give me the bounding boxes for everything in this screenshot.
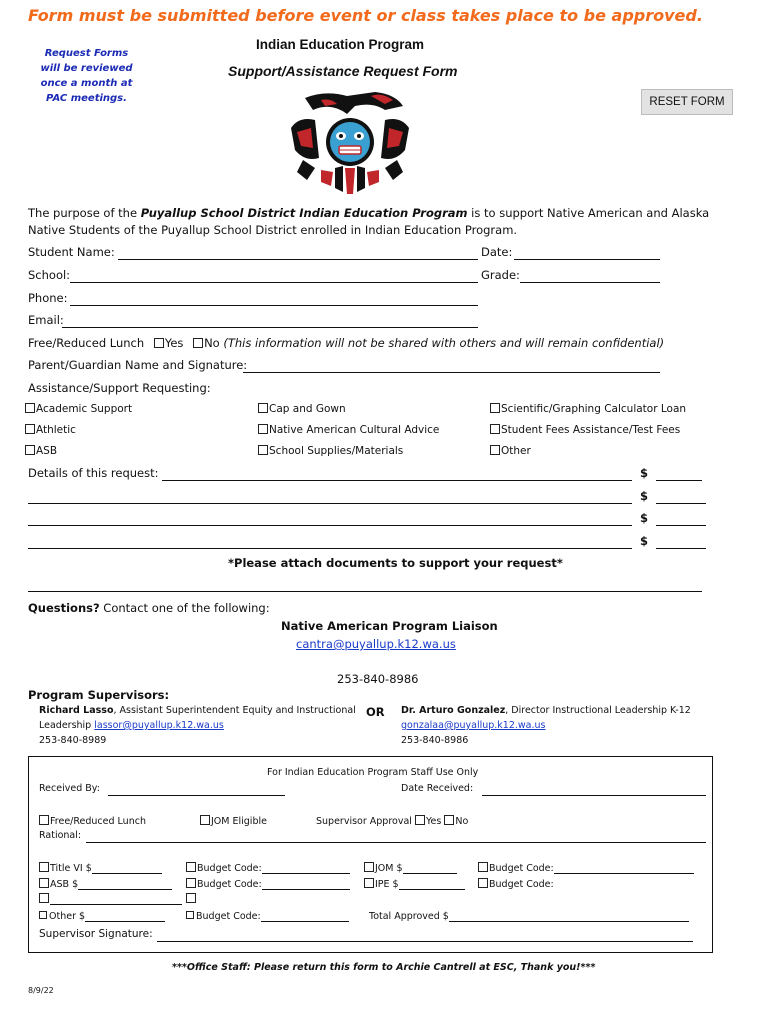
- date-input[interactable]: [514, 259, 660, 260]
- rational-label: Rational:: [39, 830, 82, 841]
- option-checkbox[interactable]: [258, 424, 268, 434]
- email-label: Email:: [28, 313, 64, 327]
- student-name-input[interactable]: [118, 259, 478, 260]
- supervisor-1-line: Richard Lasso, Assistant Superintendent Equity and Instructional: [39, 705, 356, 716]
- details-line-2[interactable]: [28, 503, 632, 504]
- option-asb[interactable]: ASB: [25, 445, 57, 457]
- approval-no-checkbox[interactable]: [444, 815, 454, 825]
- native-formline-eagle-logo-icon: [285, 88, 415, 200]
- staff-frl[interactable]: Free/Reduced Lunch: [39, 815, 146, 827]
- program-name: Indian Education Program: [256, 37, 425, 52]
- grade-label: Grade:: [481, 268, 520, 282]
- details-amount-symbol: $: [640, 489, 649, 503]
- jom-amount[interactable]: JOM $: [364, 862, 457, 874]
- option-cultural-advice[interactable]: Native American Cultural Advice: [258, 424, 439, 436]
- budget-code-checkbox[interactable]: [478, 862, 488, 872]
- revision-date: 8/9/22: [28, 986, 54, 995]
- staff-jom-eligible[interactable]: JOM Eligible: [200, 815, 267, 827]
- submission-deadline-banner: Form must be submitted before event or class takes place to be approved.: [28, 6, 703, 25]
- received-by-input[interactable]: [108, 795, 285, 796]
- phone-input[interactable]: [70, 305, 478, 306]
- frl-yes-label: Yes: [164, 336, 184, 350]
- budget-code-5[interactable]: Budget Code:: [478, 878, 554, 890]
- blank-input[interactable]: [50, 893, 182, 905]
- budget-code-checkbox[interactable]: [186, 878, 196, 888]
- blank-checkbox[interactable]: [39, 893, 49, 903]
- details-amount-symbol: $: [640, 511, 649, 525]
- details-amount-symbol: $: [640, 466, 649, 480]
- supervisor-2-phone: 253-840-8986: [401, 735, 469, 746]
- title6-checkbox[interactable]: [39, 862, 49, 872]
- supervisor-approval: Supervisor Approval Yes No: [316, 816, 469, 827]
- details-amount-3[interactable]: [656, 525, 706, 526]
- liaison-phone: 253-840-8986: [337, 672, 419, 686]
- grade-input[interactable]: [520, 282, 660, 283]
- ipe-amount[interactable]: IPE $: [364, 878, 465, 890]
- total-approved: Total Approved $: [369, 910, 689, 922]
- questions-line: Questions? Contact one of the following:: [28, 601, 270, 615]
- details-line-3[interactable]: [28, 525, 632, 526]
- parent-signature-input[interactable]: [243, 372, 660, 373]
- attach-documents-note: *Please attach documents to support your request*: [228, 556, 563, 570]
- liaison-title: Native American Program Liaison: [281, 619, 498, 633]
- staff-use-only-box: [28, 756, 713, 953]
- supervisor-1-line-2: Leadership lassor@puyallup.k12.wa.us: [39, 720, 224, 731]
- details-line-4[interactable]: [28, 548, 632, 549]
- supervisor-1-phone: 253-840-8989: [39, 735, 107, 746]
- details-line-1[interactable]: [162, 480, 632, 481]
- option-calculator-loan[interactable]: Scientific/Graphing Calculator Loan: [490, 403, 686, 415]
- staff-box-title: For Indian Education Program Staff Use Only: [267, 767, 479, 778]
- parent-signature-label: Parent/Guardian Name and Signature:: [28, 358, 248, 372]
- or-separator: OR: [366, 705, 385, 719]
- budget-code-3[interactable]: Budget Code:: [186, 910, 349, 922]
- option-other[interactable]: Other: [490, 445, 531, 457]
- jom-checkbox[interactable]: [364, 862, 374, 872]
- liaison-email-link[interactable]: cantra@puyallup.k12.wa.us: [296, 637, 456, 651]
- option-checkbox[interactable]: [258, 445, 268, 455]
- details-amount-4[interactable]: [656, 548, 706, 549]
- frl-row: [28, 336, 664, 350]
- extra-notes-line[interactable]: [28, 591, 702, 592]
- title6-input[interactable]: [92, 862, 162, 874]
- date-received-label: Date Received:: [401, 783, 474, 794]
- date-received-input[interactable]: [482, 795, 706, 796]
- supervisors-title: Program Supervisors:: [28, 688, 170, 702]
- school-label: School:: [28, 268, 71, 282]
- option-cap-and-gown[interactable]: Cap and Gown: [258, 403, 346, 415]
- frl-no-label: No: [204, 336, 220, 350]
- blank-amount[interactable]: [39, 893, 182, 905]
- student-name-label: Student Name:: [28, 245, 115, 259]
- option-checkbox[interactable]: [258, 403, 268, 413]
- frl-yes-checkbox[interactable]: [154, 338, 164, 348]
- budget-code-checkbox[interactable]: [478, 878, 488, 888]
- school-input[interactable]: [70, 282, 478, 283]
- supervisor-2-line: Dr. Arturo Gonzalez, Director Instructional Leadership K-12: [401, 705, 691, 716]
- budget-code-checkbox[interactable]: [186, 911, 194, 919]
- district-program-name: Puyallup School District Indian Education Program: [140, 206, 468, 220]
- email-input[interactable]: [62, 327, 478, 328]
- supervisor-2-email-link[interactable]: gonzalaa@puyallup.k12.wa.us: [401, 720, 546, 731]
- frl-label: Free/Reduced Lunch: [28, 336, 145, 350]
- office-staff-note: ***Office Staff: Please return this form to Archie Cantrell at ESC, Thank you!***: [172, 962, 596, 973]
- option-athletic[interactable]: Athletic: [25, 424, 76, 436]
- budget-code-4[interactable]: Budget Code:: [478, 862, 694, 874]
- reset-form-button[interactable]: RESET FORM: [641, 89, 733, 115]
- asb-input[interactable]: [78, 878, 172, 890]
- budget-code-checkbox[interactable]: [186, 862, 196, 872]
- asb-amount[interactable]: ASB $: [39, 878, 172, 890]
- received-by-label: Received By:: [39, 783, 100, 794]
- frl-no-checkbox[interactable]: [193, 338, 203, 348]
- budget-code-checkbox[interactable]: [186, 893, 196, 903]
- other-checkbox[interactable]: [39, 911, 47, 919]
- option-checkbox[interactable]: [25, 424, 35, 434]
- other-input[interactable]: [85, 910, 165, 922]
- details-amount-1[interactable]: [656, 480, 702, 481]
- other-amount[interactable]: Other $: [39, 910, 165, 922]
- purpose-line-1: The purpose of the Puyallup School District Indian Education Program is to support Native American and Alaska: [28, 206, 710, 220]
- details-amount-symbol: $: [640, 534, 649, 548]
- supervisor-signature-input[interactable]: [157, 941, 693, 942]
- asb-checkbox[interactable]: [39, 878, 49, 888]
- option-student-fees[interactable]: Student Fees Assistance/Test Fees: [490, 424, 680, 436]
- budget-code-2[interactable]: Budget Code:: [186, 878, 350, 890]
- ipe-checkbox[interactable]: [364, 878, 374, 888]
- option-checkbox[interactable]: [25, 445, 35, 455]
- supervisor-2-name: Dr. Arturo Gonzalez: [401, 705, 506, 716]
- option-school-supplies[interactable]: School Supplies/Materials: [258, 445, 403, 457]
- rational-input[interactable]: [86, 842, 706, 843]
- option-checkbox[interactable]: [490, 424, 500, 434]
- option-checkbox[interactable]: [25, 403, 35, 413]
- jom-eligible-checkbox[interactable]: [200, 815, 210, 825]
- supervisor-signature-label: Supervisor Signature:: [39, 928, 153, 940]
- assistance-label: Assistance/Support Requesting:: [28, 381, 211, 395]
- option-academic-support[interactable]: Academic Support: [25, 403, 132, 415]
- supervisor-1-email-link[interactable]: lassor@puyallup.k12.wa.us: [94, 720, 224, 731]
- option-checkbox[interactable]: [490, 445, 500, 455]
- staff-frl-checkbox[interactable]: [39, 815, 49, 825]
- date-label: Date:: [481, 245, 513, 259]
- option-checkbox[interactable]: [490, 403, 500, 413]
- title6-amount[interactable]: Title VI $: [39, 862, 162, 874]
- supervisor-1-name: Richard Lasso: [39, 705, 114, 716]
- total-approved-input[interactable]: [449, 910, 689, 922]
- budget-code-blank[interactable]: [186, 893, 197, 905]
- details-label: Details of this request:: [28, 466, 159, 480]
- confidentiality-note: (This information will not be shared with others and will remain confidential): [223, 336, 665, 350]
- form-title: Support/Assistance Request Form: [228, 63, 458, 79]
- budget-code-1[interactable]: Budget Code:: [186, 862, 350, 874]
- purpose-line-2: Native Students of the Puyallup School District enrolled in Indian Education Program.: [28, 223, 518, 237]
- review-schedule-note: Request Forms will be reviewed once a month at PAC meetings.: [40, 48, 133, 104]
- phone-label: Phone:: [28, 291, 68, 305]
- approval-yes-checkbox[interactable]: [415, 815, 425, 825]
- details-amount-2[interactable]: [656, 503, 706, 504]
